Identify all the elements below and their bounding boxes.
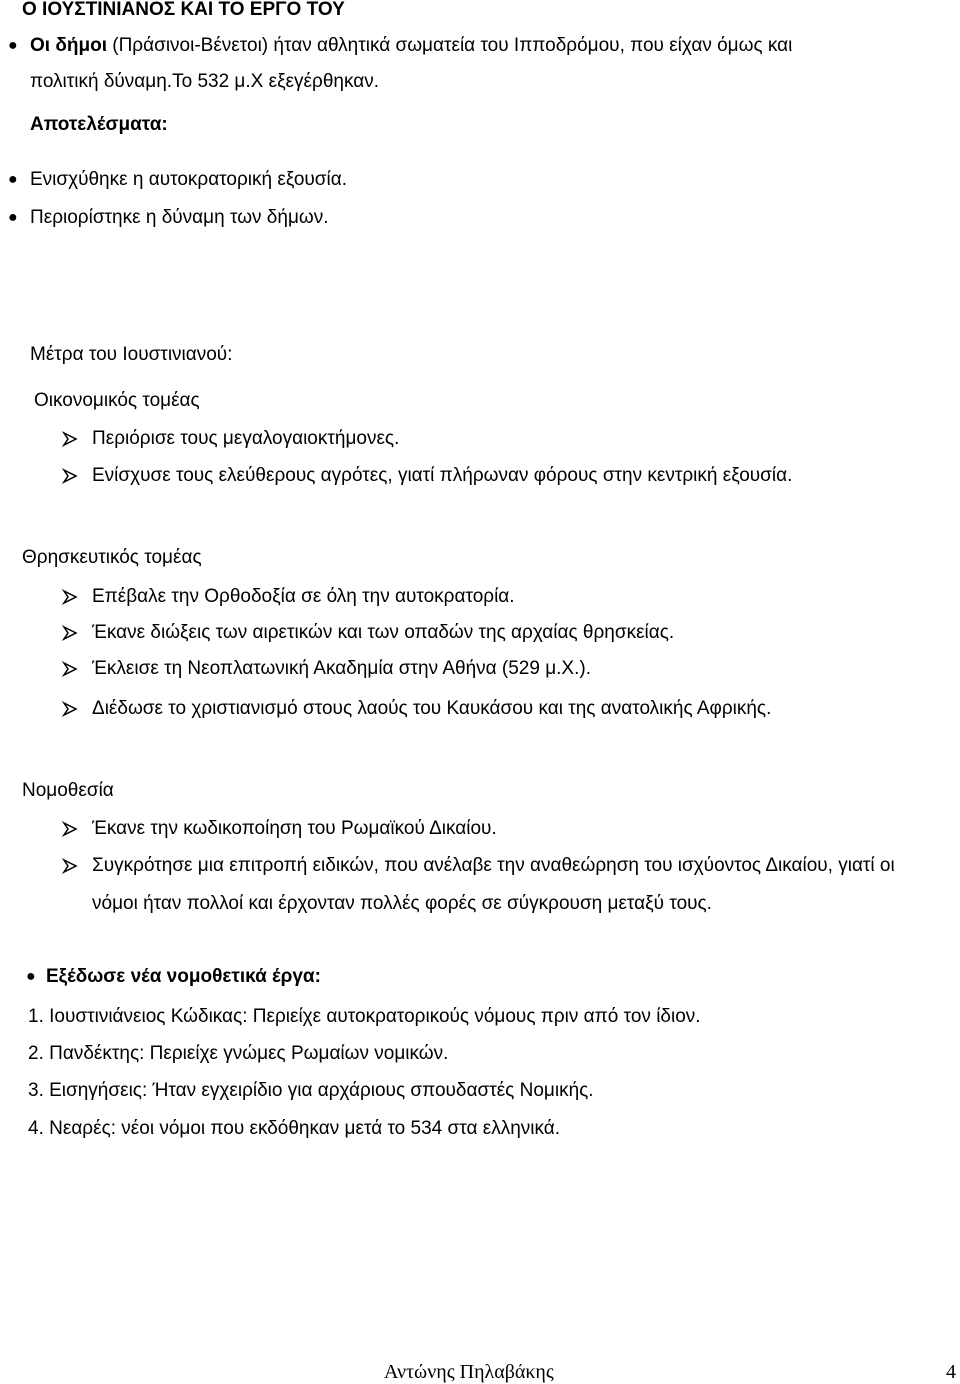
intro-line-1 xyxy=(30,34,792,58)
religious-item: Διέδωσε το χριστιανισμό στους λαούς του Καυκάσου και της ανατολικής Αφρικής. xyxy=(92,698,772,719)
works-item: 3. Εισηγήσεις: Ήταν εγχειρίδιο για αρχάριους σπουδαστές Νομικής. xyxy=(28,1080,594,1101)
economic-item: Περιόρισε τους μεγαλογαιοκτήμονες. xyxy=(92,428,400,449)
arrow-bullet-icon xyxy=(62,854,78,878)
legislation-item-continued: νόμοι ήταν πολλοί και έρχονταν πολλές φορές σε σύγκρουση μεταξύ τους. xyxy=(92,893,712,914)
intro-bold: Οι δήμοι xyxy=(30,35,107,56)
economic-heading: Οικονομικός τομέας xyxy=(34,390,200,411)
measures-heading: Μέτρα του Ιουστινιανού: xyxy=(30,344,233,365)
economic-item: Ενίσχυσε τους ελεύθερους αγρότες, γιατί πλήρωναν φόρους στην κεντρική εξουσία. xyxy=(92,465,793,486)
works-heading: Εξέδωσε νέα νομοθετικά έργα: xyxy=(46,966,321,987)
results-item: Περιορίστηκε η δύναμη των δήμων. xyxy=(30,207,329,228)
bullet-icon: ● xyxy=(8,209,18,226)
bullet-icon: ● xyxy=(8,37,18,54)
works-item: 2. Πανδέκτης: Περιείχε γνώμες Ρωμαίων νομικών. xyxy=(28,1043,449,1064)
arrow-bullet-icon xyxy=(62,697,78,721)
religious-item: Έκανε διώξεις των αιρετικών και των οπαδών της αρχαίας θρησκείας. xyxy=(92,622,675,643)
religious-item: Έκλεισε τη Νεοπλατωνική Ακαδημία στην Αθήνα (529 μ.Χ.). xyxy=(92,658,591,679)
works-item: 1. Ιουστινιάνειος Κώδικας: Περιείχε αυτοκρατορικούς νόμους πριν από τον ίδιον. xyxy=(28,1006,701,1027)
arrow-bullet-icon xyxy=(62,817,78,841)
bullet-icon: ● xyxy=(26,968,36,985)
arrow-bullet-icon xyxy=(62,657,78,681)
page-title: Ο ΙΟΥΣΤΙΝΙΑΝΟΣ ΚΑΙ ΤΟ ΕΡΓΟ ΤΟΥ xyxy=(22,0,345,20)
works-item: 4. Νεαρές: νέοι νόμοι που εκδόθηκαν μετά το 534 στα ελληνικά. xyxy=(28,1118,561,1139)
page-number: 4 xyxy=(946,1361,956,1383)
religious-heading: Θρησκευτικός τομέας xyxy=(22,547,202,568)
footer-author: Αντώνης Πηλαβάκης xyxy=(384,1361,554,1383)
religious-item: Επέβαλε την Ορθοδοξία σε όλη την αυτοκρατορία. xyxy=(92,586,515,607)
results-heading: Αποτελέσματα: xyxy=(30,114,168,135)
bullet-icon: ● xyxy=(8,171,18,188)
arrow-bullet-icon xyxy=(62,621,78,645)
results-item: Ενισχύθηκε η αυτοκρατορική εξουσία. xyxy=(30,169,347,190)
legislation-heading: Νομοθεσία xyxy=(22,780,114,801)
intro-line-2: πολιτική δύναμη.Το 532 μ.Χ εξεγέρθηκαν. xyxy=(30,71,379,92)
legislation-item: Έκανε την κωδικοποίηση του Ρωμαϊκού Δικαίου. xyxy=(92,818,497,839)
arrow-bullet-icon xyxy=(62,427,78,451)
intro-rest: (Πράσινοι-Βένετοι) ήταν αθλητικά σωματεία του Ιπποδρόμου, που είχαν όμως και xyxy=(106,35,793,56)
legislation-item: Συγκρότησε μια επιτροπή ειδικών, που ανέλαβε την αναθεώρηση του ισχύοντος Δικαίου, γιατί οι xyxy=(92,855,895,876)
arrow-bullet-icon xyxy=(62,585,78,609)
arrow-bullet-icon xyxy=(62,464,78,488)
